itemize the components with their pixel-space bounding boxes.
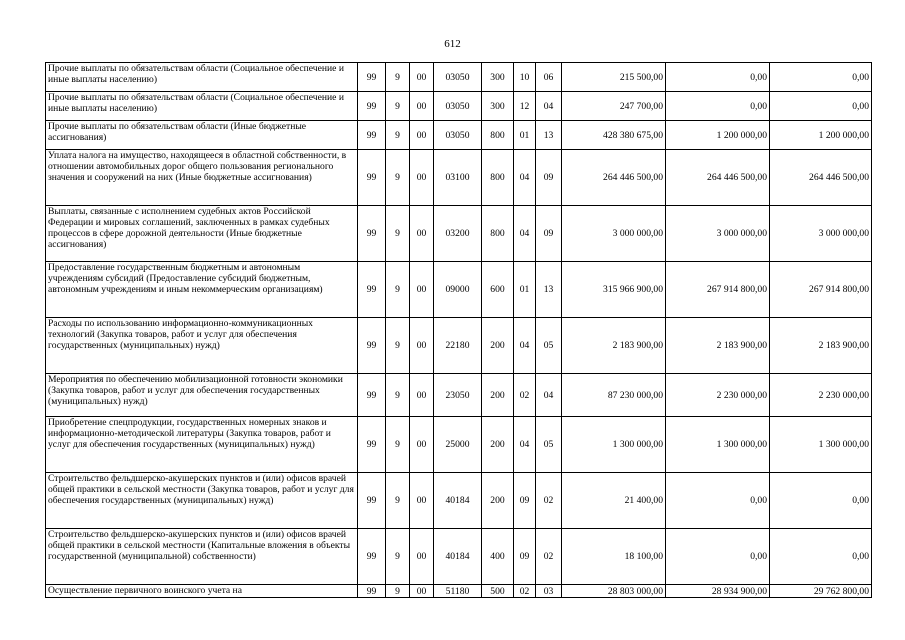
amount-year-2: 0,00 — [666, 63, 770, 92]
code-expense-type: 500 — [482, 585, 514, 598]
amount-year-2: 1 300 000,00 — [666, 417, 770, 473]
code-target: 22180 — [434, 318, 482, 374]
amount-year-3: 2 183 900,00 — [770, 318, 872, 374]
code-subsection: 06 — [536, 63, 562, 92]
row-description: Предоставление государственным бюджетным и автономным учреждениям субсидий (Предоставление субсидий бюджетным, автономным учреждениям и иным некоммерческим организациям) — [46, 262, 358, 318]
code-subsection: 13 — [536, 121, 562, 150]
code-target: 03050 — [434, 121, 482, 150]
row-description: Прочие выплаты по обязательствам области (Социальное обеспечение и иные выплаты населению) — [46, 63, 358, 92]
code-expense-type: 200 — [482, 473, 514, 529]
code-section: 01 — [514, 121, 536, 150]
amount-year-1: 315 966 900,00 — [562, 262, 666, 318]
amount-year-3: 1 300 000,00 — [770, 417, 872, 473]
code-program: 99 — [358, 92, 386, 121]
code-subsection: 02 — [536, 473, 562, 529]
code-subsection: 04 — [536, 374, 562, 417]
code-target: 25000 — [434, 417, 482, 473]
table-row — [46, 150, 872, 206]
code-expense-type: 800 — [482, 121, 514, 150]
amount-year-2: 2 183 900,00 — [666, 318, 770, 374]
row-description: Строительство фельдшерско-акушерских пунктов и (или) офисов врачей общей практики в сельской местности (Закупка товаров, работ и услуг для обеспечения государственных (муниципальных) нужд) — [46, 473, 358, 529]
amount-year-1: 18 100,00 — [562, 529, 666, 585]
amount-year-1: 21 400,00 — [562, 473, 666, 529]
code-expense-type: 800 — [482, 206, 514, 262]
table-row — [46, 206, 872, 262]
code-section: 10 — [514, 63, 536, 92]
amount-year-2: 3 000 000,00 — [666, 206, 770, 262]
code-expense-type: 800 — [482, 150, 514, 206]
amount-year-2: 0,00 — [666, 473, 770, 529]
amount-year-3: 1 200 000,00 — [770, 121, 872, 150]
budget-table-body — [46, 63, 872, 598]
code-program: 99 — [358, 374, 386, 417]
table-row — [46, 121, 872, 150]
amount-year-1: 3 000 000,00 — [562, 206, 666, 262]
amount-year-2: 264 446 500,00 — [666, 150, 770, 206]
amount-year-3: 267 914 800,00 — [770, 262, 872, 318]
code-subprogram: 9 — [386, 374, 410, 417]
code-section: 09 — [514, 473, 536, 529]
code-target: 09000 — [434, 262, 482, 318]
amount-year-1: 428 380 675,00 — [562, 121, 666, 150]
code-target: 03050 — [434, 92, 482, 121]
row-description: Прочие выплаты по обязательствам области (Социальное обеспечение и иные выплаты населению) — [46, 92, 358, 121]
amount-year-2: 2 230 000,00 — [666, 374, 770, 417]
amount-year-1: 2 183 900,00 — [562, 318, 666, 374]
code-target: 40184 — [434, 529, 482, 585]
amount-year-1: 28 803 000,00 — [562, 585, 666, 598]
amount-year-3: 0,00 — [770, 529, 872, 585]
code-expense-type: 200 — [482, 318, 514, 374]
code-section: 01 — [514, 262, 536, 318]
code-section: 02 — [514, 585, 536, 598]
table-row — [46, 585, 872, 598]
code-target: 03050 — [434, 63, 482, 92]
code-subprogram: 9 — [386, 585, 410, 598]
code-direction: 00 — [410, 417, 434, 473]
code-direction: 00 — [410, 473, 434, 529]
amount-year-3: 264 446 500,00 — [770, 150, 872, 206]
code-target: 23050 — [434, 374, 482, 417]
code-expense-type: 400 — [482, 529, 514, 585]
code-subsection: 02 — [536, 529, 562, 585]
budget-table — [45, 62, 872, 598]
table-row — [46, 473, 872, 529]
table-row — [46, 318, 872, 374]
code-program: 99 — [358, 206, 386, 262]
code-subsection: 09 — [536, 150, 562, 206]
row-description: Уплата налога на имущество, находящееся в областной собственности, в отношении автомобильных дорог общего пользования регионального значения и сооружений на них (Иные бюджетные ассигнования) — [46, 150, 358, 206]
amount-year-2: 267 914 800,00 — [666, 262, 770, 318]
code-subprogram: 9 — [386, 417, 410, 473]
code-subprogram: 9 — [386, 92, 410, 121]
code-program: 99 — [358, 121, 386, 150]
amount-year-2: 0,00 — [666, 92, 770, 121]
code-section: 04 — [514, 417, 536, 473]
code-direction: 00 — [410, 150, 434, 206]
code-expense-type: 300 — [482, 63, 514, 92]
code-subprogram: 9 — [386, 473, 410, 529]
table-row — [46, 92, 872, 121]
code-direction: 00 — [410, 529, 434, 585]
code-target: 51180 — [434, 585, 482, 598]
code-direction: 00 — [410, 585, 434, 598]
code-program: 99 — [358, 318, 386, 374]
code-subprogram: 9 — [386, 262, 410, 318]
code-expense-type: 200 — [482, 374, 514, 417]
code-program: 99 — [358, 150, 386, 206]
code-subsection: 03 — [536, 585, 562, 598]
page-number: 612 — [444, 38, 461, 50]
code-direction: 00 — [410, 262, 434, 318]
amount-year-1: 264 446 500,00 — [562, 150, 666, 206]
row-description: Мероприятия по обеспечению мобилизационной готовности экономики (Закупка товаров, работ и услуг для обеспечения государственных (муниципальных) нужд) — [46, 374, 358, 417]
code-direction: 00 — [410, 318, 434, 374]
code-direction: 00 — [410, 121, 434, 150]
amount-year-3: 2 230 000,00 — [770, 374, 872, 417]
code-subprogram: 9 — [386, 529, 410, 585]
code-target: 03100 — [434, 150, 482, 206]
table-row — [46, 374, 872, 417]
code-program: 99 — [358, 585, 386, 598]
row-description: Прочие выплаты по обязательствам области (Иные бюджетные ассигнования) — [46, 121, 358, 150]
code-section: 02 — [514, 374, 536, 417]
code-subsection: 05 — [536, 417, 562, 473]
amount-year-3: 0,00 — [770, 63, 872, 92]
amount-year-1: 215 500,00 — [562, 63, 666, 92]
code-direction: 00 — [410, 63, 434, 92]
amount-year-2: 28 934 900,00 — [666, 585, 770, 598]
code-expense-type: 300 — [482, 92, 514, 121]
table-row — [46, 262, 872, 318]
amount-year-3: 3 000 000,00 — [770, 206, 872, 262]
code-section: 09 — [514, 529, 536, 585]
table-row — [46, 529, 872, 585]
amount-year-2: 1 200 000,00 — [666, 121, 770, 150]
code-section: 04 — [514, 318, 536, 374]
code-subprogram: 9 — [386, 63, 410, 92]
row-description: Выплаты, связанные с исполнением судебных актов Российской Федерации и мировых соглашений, заключенных в рамках судебных процессов в сфере дорожной деятельности (Иные бюджетные ассигнования) — [46, 206, 358, 262]
amount-year-3: 29 762 800,00 — [770, 585, 872, 598]
code-subsection: 04 — [536, 92, 562, 121]
amount-year-2: 0,00 — [666, 529, 770, 585]
row-description: Расходы по использованию информационно-коммуникационных технологий (Закупка товаров, работ и услуг для обеспечения государственных (муниципальных) нужд) — [46, 318, 358, 374]
code-program: 99 — [358, 473, 386, 529]
code-section: 04 — [514, 150, 536, 206]
amount-year-1: 87 230 000,00 — [562, 374, 666, 417]
row-description: Строительство фельдшерско-акушерских пунктов и (или) офисов врачей общей практики в сельской местности (Капитальные вложения в объекты государственной (муниципальной) собственности) — [46, 529, 358, 585]
row-description: Осуществление первичного воинского учета на — [46, 585, 358, 598]
code-expense-type: 600 — [482, 262, 514, 318]
code-subprogram: 9 — [386, 150, 410, 206]
code-program: 99 — [358, 529, 386, 585]
code-target: 03200 — [434, 206, 482, 262]
code-subsection: 09 — [536, 206, 562, 262]
amount-year-3: 0,00 — [770, 92, 872, 121]
amount-year-1: 1 300 000,00 — [562, 417, 666, 473]
code-direction: 00 — [410, 92, 434, 121]
code-subsection: 05 — [536, 318, 562, 374]
row-description: Приобретение спецпродукции, государственных номерных знаков и информационно-методической литературы (Закупка товаров, работ и услуг для обеспечения государственных (муниципальных) нужд) — [46, 417, 358, 473]
code-program: 99 — [358, 417, 386, 473]
code-direction: 00 — [410, 206, 434, 262]
code-section: 12 — [514, 92, 536, 121]
code-subsection: 13 — [536, 262, 562, 318]
table-row — [46, 417, 872, 473]
table-row — [46, 63, 872, 92]
code-target: 40184 — [434, 473, 482, 529]
code-subprogram: 9 — [386, 206, 410, 262]
code-subprogram: 9 — [386, 121, 410, 150]
amount-year-1: 247 700,00 — [562, 92, 666, 121]
code-program: 99 — [358, 262, 386, 318]
code-direction: 00 — [410, 374, 434, 417]
amount-year-3: 0,00 — [770, 473, 872, 529]
code-program: 99 — [358, 63, 386, 92]
code-subprogram: 9 — [386, 318, 410, 374]
code-section: 04 — [514, 206, 536, 262]
code-expense-type: 200 — [482, 417, 514, 473]
